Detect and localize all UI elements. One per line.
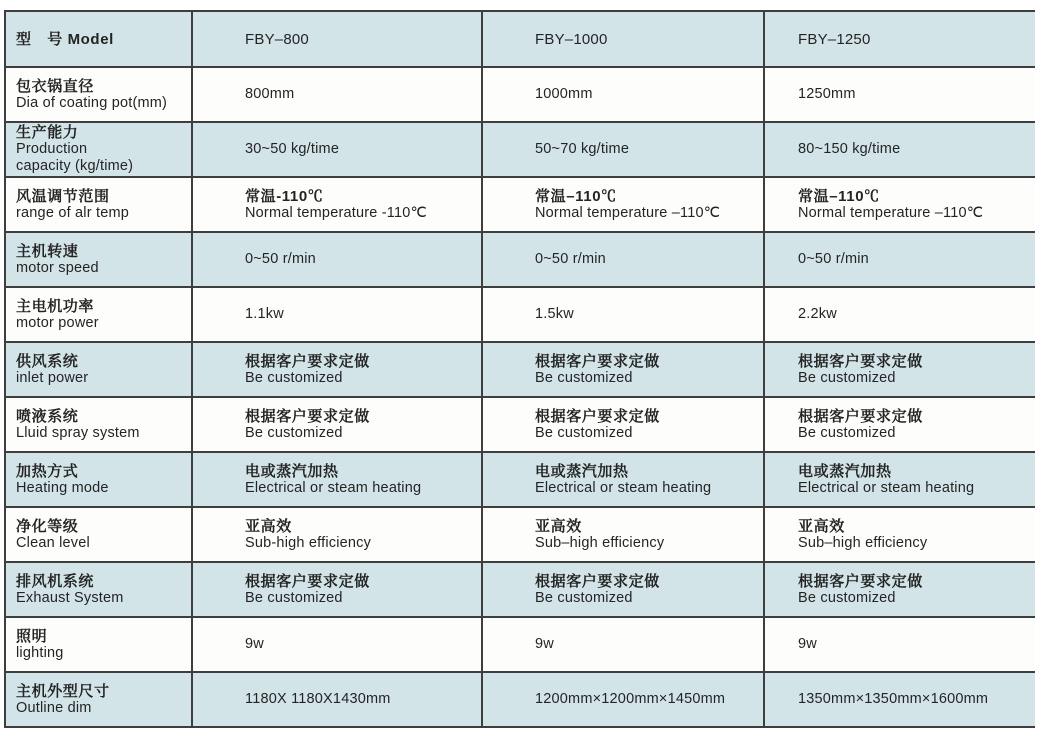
- table-row: [6, 398, 1035, 453]
- cell-text-line: inlet power: [16, 369, 89, 386]
- cell-text-line: Normal temperature –110℃: [798, 204, 984, 221]
- table-row: [6, 123, 1035, 178]
- cell-text-line: range of alr temp: [16, 204, 130, 221]
- cell-value: [483, 288, 765, 341]
- cell-value: [193, 453, 483, 506]
- cell-value: [193, 343, 483, 396]
- cell-value: [483, 68, 765, 121]
- cell-text-line: 根据客户要求定做: [245, 352, 370, 370]
- cell-text-line: Outline dim: [16, 699, 92, 716]
- table-row: [6, 178, 1035, 233]
- cell-text-line: Normal temperature -110℃: [245, 204, 427, 221]
- cell-value: [483, 563, 765, 616]
- cell-text-line: 照明: [16, 627, 48, 645]
- cell-text-line: 亚高效: [535, 517, 582, 535]
- cell-value: [193, 288, 483, 341]
- cell-value: [483, 178, 765, 231]
- cell-text-line: 供风系统: [16, 352, 79, 370]
- row-label: [6, 673, 193, 726]
- cell-text-line: motor power: [16, 314, 99, 331]
- cell-text-line: 主电机功率: [16, 297, 95, 315]
- row-label: [6, 398, 193, 451]
- cell-value: [765, 618, 1035, 671]
- cell-text-line: 包衣锅直径: [16, 77, 95, 95]
- cell-value: [765, 288, 1035, 341]
- header-col-label: FBY–1250: [798, 30, 871, 48]
- cell-text-line: Be customized: [535, 369, 633, 386]
- cell-text-line: Sub–high efficiency: [798, 534, 928, 551]
- cell-value: [483, 233, 765, 286]
- row-label: [6, 453, 193, 506]
- cell-text-line: 根据客户要求定做: [798, 572, 923, 590]
- cell-text-line: 1250mm: [798, 86, 856, 102]
- header-col-label: FBY–1000: [535, 30, 608, 48]
- cell-text-line: 亚高效: [798, 517, 845, 535]
- cell-text-line: 1.1kw: [245, 306, 284, 322]
- cell-text-line: Sub-high efficiency: [245, 534, 372, 551]
- table-row: [6, 233, 1035, 288]
- cell-text-line: Electrical or steam heating: [798, 479, 975, 496]
- cell-value: [193, 178, 483, 231]
- cell-value: [765, 453, 1035, 506]
- cell-text-line: lighting: [16, 644, 64, 661]
- table-row: [6, 453, 1035, 508]
- row-label: [6, 288, 193, 341]
- cell-value: [193, 68, 483, 121]
- cell-text-line: 加热方式: [16, 462, 79, 480]
- cell-text-line: 常温–110℃: [798, 187, 880, 205]
- cell-value: [193, 123, 483, 176]
- cell-text-line: 80~150 kg/time: [798, 141, 901, 157]
- header-col-label: FBY–800: [245, 30, 309, 48]
- cell-value: [483, 123, 765, 176]
- cell-text-line: 1200mm×1200mm×1450mm: [535, 691, 726, 707]
- cell-value: [193, 398, 483, 451]
- header-col-fby-1000: [483, 12, 765, 66]
- cell-text-line: Clean level: [16, 534, 90, 551]
- row-label: [6, 178, 193, 231]
- cell-text-line: Heating mode: [16, 479, 109, 496]
- cell-value: [193, 233, 483, 286]
- cell-text-line: 1180X 1180X1430mm: [245, 691, 391, 707]
- table-row: [6, 343, 1035, 398]
- cell-value: [193, 618, 483, 671]
- cell-text-line: Be customized: [535, 589, 633, 606]
- cell-value: [483, 398, 765, 451]
- cell-text-line: 0~50 r/min: [798, 251, 869, 267]
- cell-text-line: Production: [16, 141, 88, 157]
- spec-table: [4, 10, 1035, 728]
- table-row: [6, 673, 1035, 728]
- row-label: [6, 68, 193, 121]
- row-label: [6, 233, 193, 286]
- cell-text-line: 30~50 kg/time: [245, 141, 340, 157]
- cell-value: [193, 563, 483, 616]
- cell-text-line: 根据客户要求定做: [798, 352, 923, 370]
- cell-text-line: motor speed: [16, 259, 99, 276]
- cell-text-line: Dia of coating pot(mm): [16, 94, 168, 111]
- cell-value: [483, 673, 765, 726]
- cell-value: [483, 343, 765, 396]
- cell-value: [765, 178, 1035, 231]
- cell-text-line: 风温调节范围: [16, 187, 110, 205]
- cell-text-line: Be customized: [798, 589, 896, 606]
- cell-text-line: 根据客户要求定做: [245, 407, 370, 425]
- row-label: [6, 343, 193, 396]
- cell-text-line: 9w: [798, 636, 817, 652]
- cell-text-line: Be customized: [535, 424, 633, 441]
- cell-value: [765, 233, 1035, 286]
- table-row: [6, 618, 1035, 673]
- cell-text-line: 1350mm×1350mm×1600mm: [798, 691, 989, 707]
- cell-text-line: Electrical or steam heating: [245, 479, 422, 496]
- cell-text-line: 1000mm: [535, 86, 593, 102]
- cell-text-line: 2.2kw: [798, 306, 837, 322]
- cell-value: [193, 508, 483, 561]
- cell-value: [765, 123, 1035, 176]
- table-row: [6, 563, 1035, 618]
- cell-text-line: Be customized: [245, 369, 343, 386]
- cell-text-line: 0~50 r/min: [535, 251, 606, 267]
- cell-text-line: Sub–high efficiency: [535, 534, 665, 551]
- cell-text-line: capacity (kg/time): [16, 158, 134, 174]
- cell-value: [765, 343, 1035, 396]
- row-label: [6, 123, 193, 176]
- row-label: [6, 618, 193, 671]
- cell-text-line: 800mm: [245, 86, 295, 102]
- cell-text-line: Be customized: [798, 369, 896, 386]
- cell-text-line: Be customized: [245, 424, 343, 441]
- cell-text-line: 9w: [535, 636, 554, 652]
- cell-value: [483, 453, 765, 506]
- header-model-label: 型 号 Model: [16, 30, 114, 48]
- cell-text-line: 喷液系统: [16, 407, 79, 425]
- cell-text-line: 电或蒸汽加热: [535, 462, 629, 480]
- table-row: [6, 508, 1035, 563]
- cell-text-line: 根据客户要求定做: [535, 572, 660, 590]
- cell-text-line: 根据客户要求定做: [535, 407, 660, 425]
- cell-text-line: 主机转速: [16, 242, 79, 260]
- cell-value: [765, 398, 1035, 451]
- row-label: [6, 563, 193, 616]
- table-row: [6, 288, 1035, 343]
- table-row: [6, 68, 1035, 123]
- cell-text-line: 排风机系统: [16, 572, 95, 590]
- cell-text-line: 生产能力: [16, 124, 79, 141]
- cell-value: [483, 508, 765, 561]
- header-col-fby-800: [193, 12, 483, 66]
- cell-text-line: 1.5kw: [535, 306, 574, 322]
- header-model-label-cell: [6, 12, 193, 66]
- cell-text-line: Be customized: [245, 589, 343, 606]
- cell-value: [765, 563, 1035, 616]
- cell-text-line: 0~50 r/min: [245, 251, 316, 267]
- cell-text-line: Be customized: [798, 424, 896, 441]
- cell-text-line: 根据客户要求定做: [535, 352, 660, 370]
- cell-text-line: 根据客户要求定做: [798, 407, 923, 425]
- cell-value: [765, 68, 1035, 121]
- cell-text-line: 电或蒸汽加热: [798, 462, 892, 480]
- cell-value: [193, 673, 483, 726]
- table-header-row: [6, 12, 1035, 68]
- cell-text-line: Normal temperature –110℃: [535, 204, 721, 221]
- header-col-fby-1250: [765, 12, 1035, 66]
- row-label: [6, 508, 193, 561]
- cell-text-line: 根据客户要求定做: [245, 572, 370, 590]
- cell-text-line: 50~70 kg/time: [535, 141, 630, 157]
- cell-text-line: 常温-110℃: [245, 187, 324, 205]
- cell-text-line: Electrical or steam heating: [535, 479, 712, 496]
- cell-text-line: Exhaust System: [16, 589, 124, 606]
- cell-text-line: 电或蒸汽加热: [245, 462, 339, 480]
- cell-text-line: 常温–110℃: [535, 187, 617, 205]
- cell-text-line: 净化等级: [16, 517, 79, 535]
- cell-text-line: 9w: [245, 636, 264, 652]
- cell-text-line: 主机外型尺寸: [16, 682, 110, 700]
- cell-text-line: Lluid spray system: [16, 424, 140, 441]
- cell-value: [765, 673, 1035, 726]
- cell-text-line: 亚高效: [245, 517, 292, 535]
- cell-value: [765, 508, 1035, 561]
- cell-value: [483, 618, 765, 671]
